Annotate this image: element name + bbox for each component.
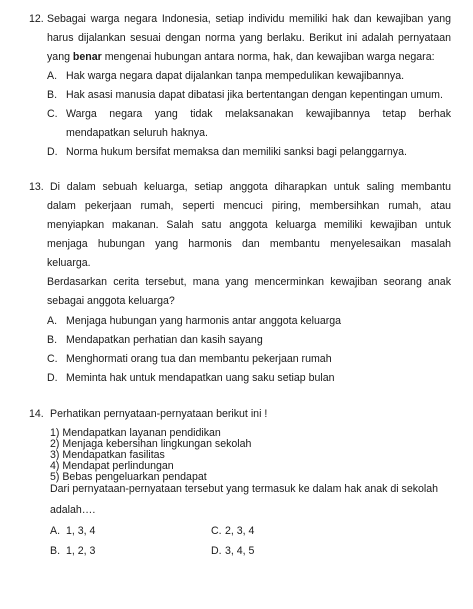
question-stem-line: Di dalam sebuah keluarga, setiap anggota diharapkan untuk saling membantu	[50, 181, 451, 193]
statement-item: 1) Mendapatkan layanan pendidikan	[50, 427, 221, 439]
statement-item: 5) Bebas pengeluarkan pendapat	[50, 471, 207, 483]
option-text: Warga negara yang tidak melaksanakan kewajibannya tetap berhak	[66, 108, 451, 120]
option-text: Meminta hak untuk mendapatkan uang saku setiap bulan	[66, 372, 335, 384]
option-text: Mendapatkan perhatian dan kasih sayang	[66, 334, 263, 346]
question-stem-line: keluarga.	[47, 257, 91, 269]
question-stem-line: harus dijalankan sesuai dengan norma yang berlaku. Berikut ini adalah pernyataan	[47, 32, 451, 44]
question-prompt-line: sebagai anggota keluarga?	[47, 295, 175, 307]
question-prompt-line: adalah….	[50, 504, 96, 516]
option-letter: A.	[47, 315, 58, 327]
option-letter: A.	[47, 70, 58, 82]
statement-item: 4) Mendapat perlindungan	[50, 460, 174, 472]
statement-item: 2) Menjaga kebersihan lingkungan sekolah	[50, 438, 252, 450]
option-letter: B.	[50, 545, 61, 557]
question-stem-line: Perhatikan pernyataan-pernyataan berikut ini !	[50, 408, 268, 420]
option-text: Menghormati orang tua dan membantu pekerjaan rumah	[66, 353, 332, 365]
option-letter: C.	[47, 353, 58, 365]
statement-item: 3) Mendapatkan fasilitas	[50, 449, 165, 461]
option-text: Menjaga hubungan yang harmonis antar anggota keluarga	[66, 315, 342, 327]
question-prompt-line: Berdasarkan cerita tersebut, mana yang mencerminkan kewajiban seorang anak	[47, 276, 451, 288]
question-stem-line: yang benar mengenai hubungan antara norma, hak, dan kewajiban warga negara:	[47, 51, 435, 63]
option-letter: B.	[47, 334, 58, 346]
option-letter: D.	[47, 372, 58, 384]
question-number: 14.	[29, 408, 44, 420]
emphasis-word: benar	[72, 51, 102, 63]
question-prompt-line: Dari pernyataan-pernyataan tersebut yang termasuk ke dalam hak anak di sekolah	[50, 483, 439, 495]
option-text: 1, 2, 3	[66, 545, 96, 557]
option-letter: C.	[211, 525, 222, 537]
option-text: Norma hukum bersifat memaksa dan memiliki sanksi bagi pelanggarnya.	[66, 146, 407, 158]
option-text: 3, 4, 5	[225, 545, 255, 557]
option-letter: D.	[47, 146, 58, 158]
question-stem-line: menyiapkan makanan. Salah satu anggota keluarga memiliki kewajiban untuk	[47, 219, 451, 231]
question-stem-line: menjaga hubungan yang harmonis dan membantu menyelesaikan masalah	[47, 238, 451, 250]
question-number: 12.	[29, 13, 44, 25]
option-text: Hak asasi manusia dapat dibatasi jika bertentangan dengan kepentingan umum.	[66, 89, 443, 101]
question-number: 13.	[29, 181, 44, 193]
question-stem-line: dalam pekerjaan rumah, seperti mencuci piring, membersihkan rumah, atau	[47, 200, 451, 212]
option-letter: D.	[211, 545, 222, 557]
option-text: Hak warga negara dapat dijalankan tanpa mempedulikan kewajibannya.	[66, 70, 405, 82]
option-text: 2, 3, 4	[225, 525, 255, 537]
option-letter: B.	[47, 89, 58, 101]
option-letter: A.	[50, 525, 61, 537]
option-letter: C.	[47, 108, 58, 120]
question-stem-line: Sebagai warga negara Indonesia, setiap individu memiliki hak dan kewajiban yang	[47, 13, 451, 25]
option-text-continued: mendapatkan seluruh haknya.	[66, 127, 208, 139]
option-text: 1, 3, 4	[66, 525, 96, 537]
